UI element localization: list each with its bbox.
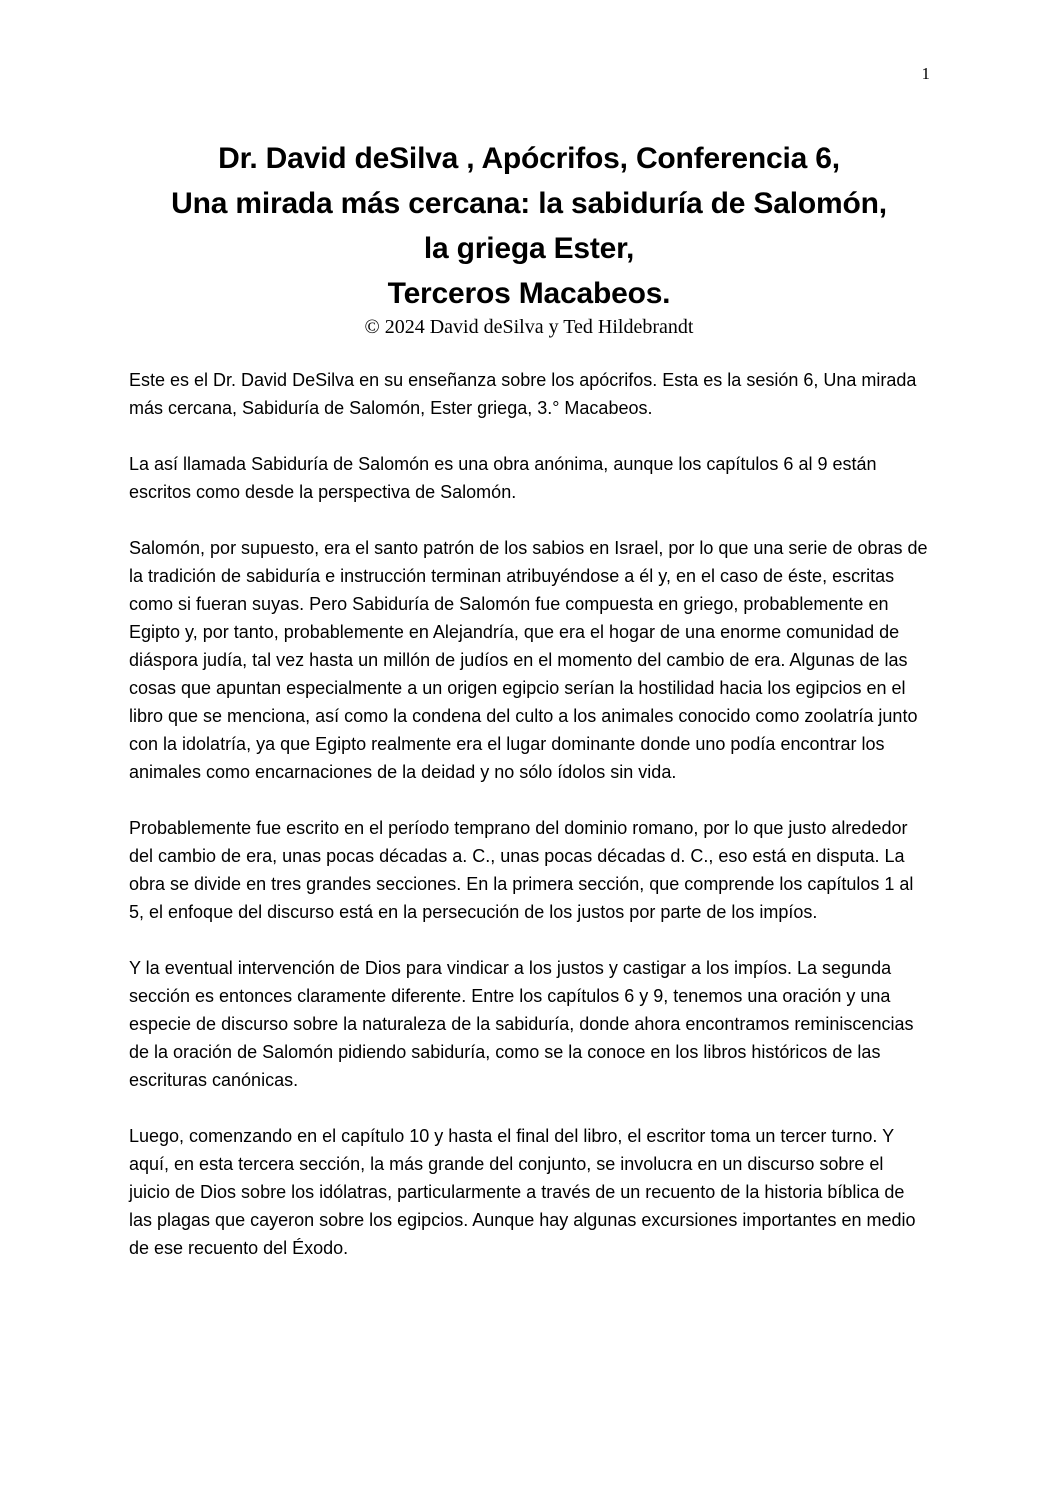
title-block	[100, 136, 958, 340]
paragraph-5: Y la eventual intervención de Dios para vindicar a los justos y castigar a los impíos. La segunda sección es entonces claramente diferente. Entre los capítulos 6 y 9, tenemos una oración y una especie de discurso sobre la naturaleza de la sabiduría, donde ahora encontramos reminiscencias de la oración de Salomón pidiendo sabiduría, como se la conoce en los libros históricos de las escrituras canónicas.	[129, 958, 914, 1090]
paragraph-1: Este es el Dr. David DeSilva en su enseñanza sobre los apócrifos. Esta es la sesión 6, Una mirada más cercana, Sabiduría de Salomón, Ester griega, 3.° Macabeos.	[129, 370, 917, 418]
page-number: 1	[921, 64, 930, 83]
paragraph-2: La así llamada Sabiduría de Salomón es una obra anónima, aunque los capítulos 6 al 9 están escritos como desde la perspectiva de Salomón.	[129, 454, 877, 502]
paragraph-3: Salomón, por supuesto, era el santo patrón de los sabios en Israel, por lo que una serie de obras de la tradición de sabiduría e instrucción terminan atribuyéndose a él y, en el caso de éste, escritas como si fueran suyas. Pero Sabiduría de Salomón fue compuesta en griego, probablemente en Egipto y, por tanto, probablemente en Alejandría, que era el hogar de una enorme comunidad de diáspora judía, tal vez hasta un millón de judíos en el momento del cambio de era. Algunas de las cosas que apuntan especialmente a un origen egipcio serían la hostilidad hacia los egipcios en el libro que se menciona, así como la condena del culto a los animales conocido como zoolatría junto con la idolatría, ya que Egipto realmente era el lugar dominante donde uno podía encontrar los animales como encarnaciones de la deidad y no sólo ídolos sin vida.	[129, 538, 928, 782]
copyright-line: © 2024 David deSilva y Ted Hildebrandt	[364, 316, 694, 338]
title-line-2: Una mirada más cercana: la sabiduría de Salomón,	[171, 187, 887, 220]
paragraph-4: Probablemente fue escrito en el período temprano del dominio romano, por lo que justo alrededor del cambio de era, unas pocas décadas a. C., unas pocas décadas d. C., eso está en disputa. La obra se divide en tres grandes secciones. En la primera sección, que comprende los capítulos 1 al 5, el enfoque del discurso está en la persecución de los justos por parte de los impíos.	[129, 818, 914, 922]
paragraph-6: Luego, comenzando en el capítulo 10 y hasta el final del libro, el escritor toma un tercer turno. Y aquí, en esta tercera sección, la más grande del conjunto, se involucra en un discurso sobre el juicio de Dios sobre los idólatras, particularmente a través de un recuento de la historia bíblica de las plagas que cayeron sobre los egipcios. Aunque hay algunas excursiones importantes en medio de ese recuento del Éxodo.	[129, 1126, 916, 1258]
title-line-1: Dr. David deSilva , Apócrifos, Conferencia 6,	[218, 142, 840, 175]
title-line-3: la griega Ester,	[423, 232, 635, 265]
title-line-4: Terceros Macabeos.	[387, 277, 671, 310]
body-text	[129, 366, 929, 1290]
